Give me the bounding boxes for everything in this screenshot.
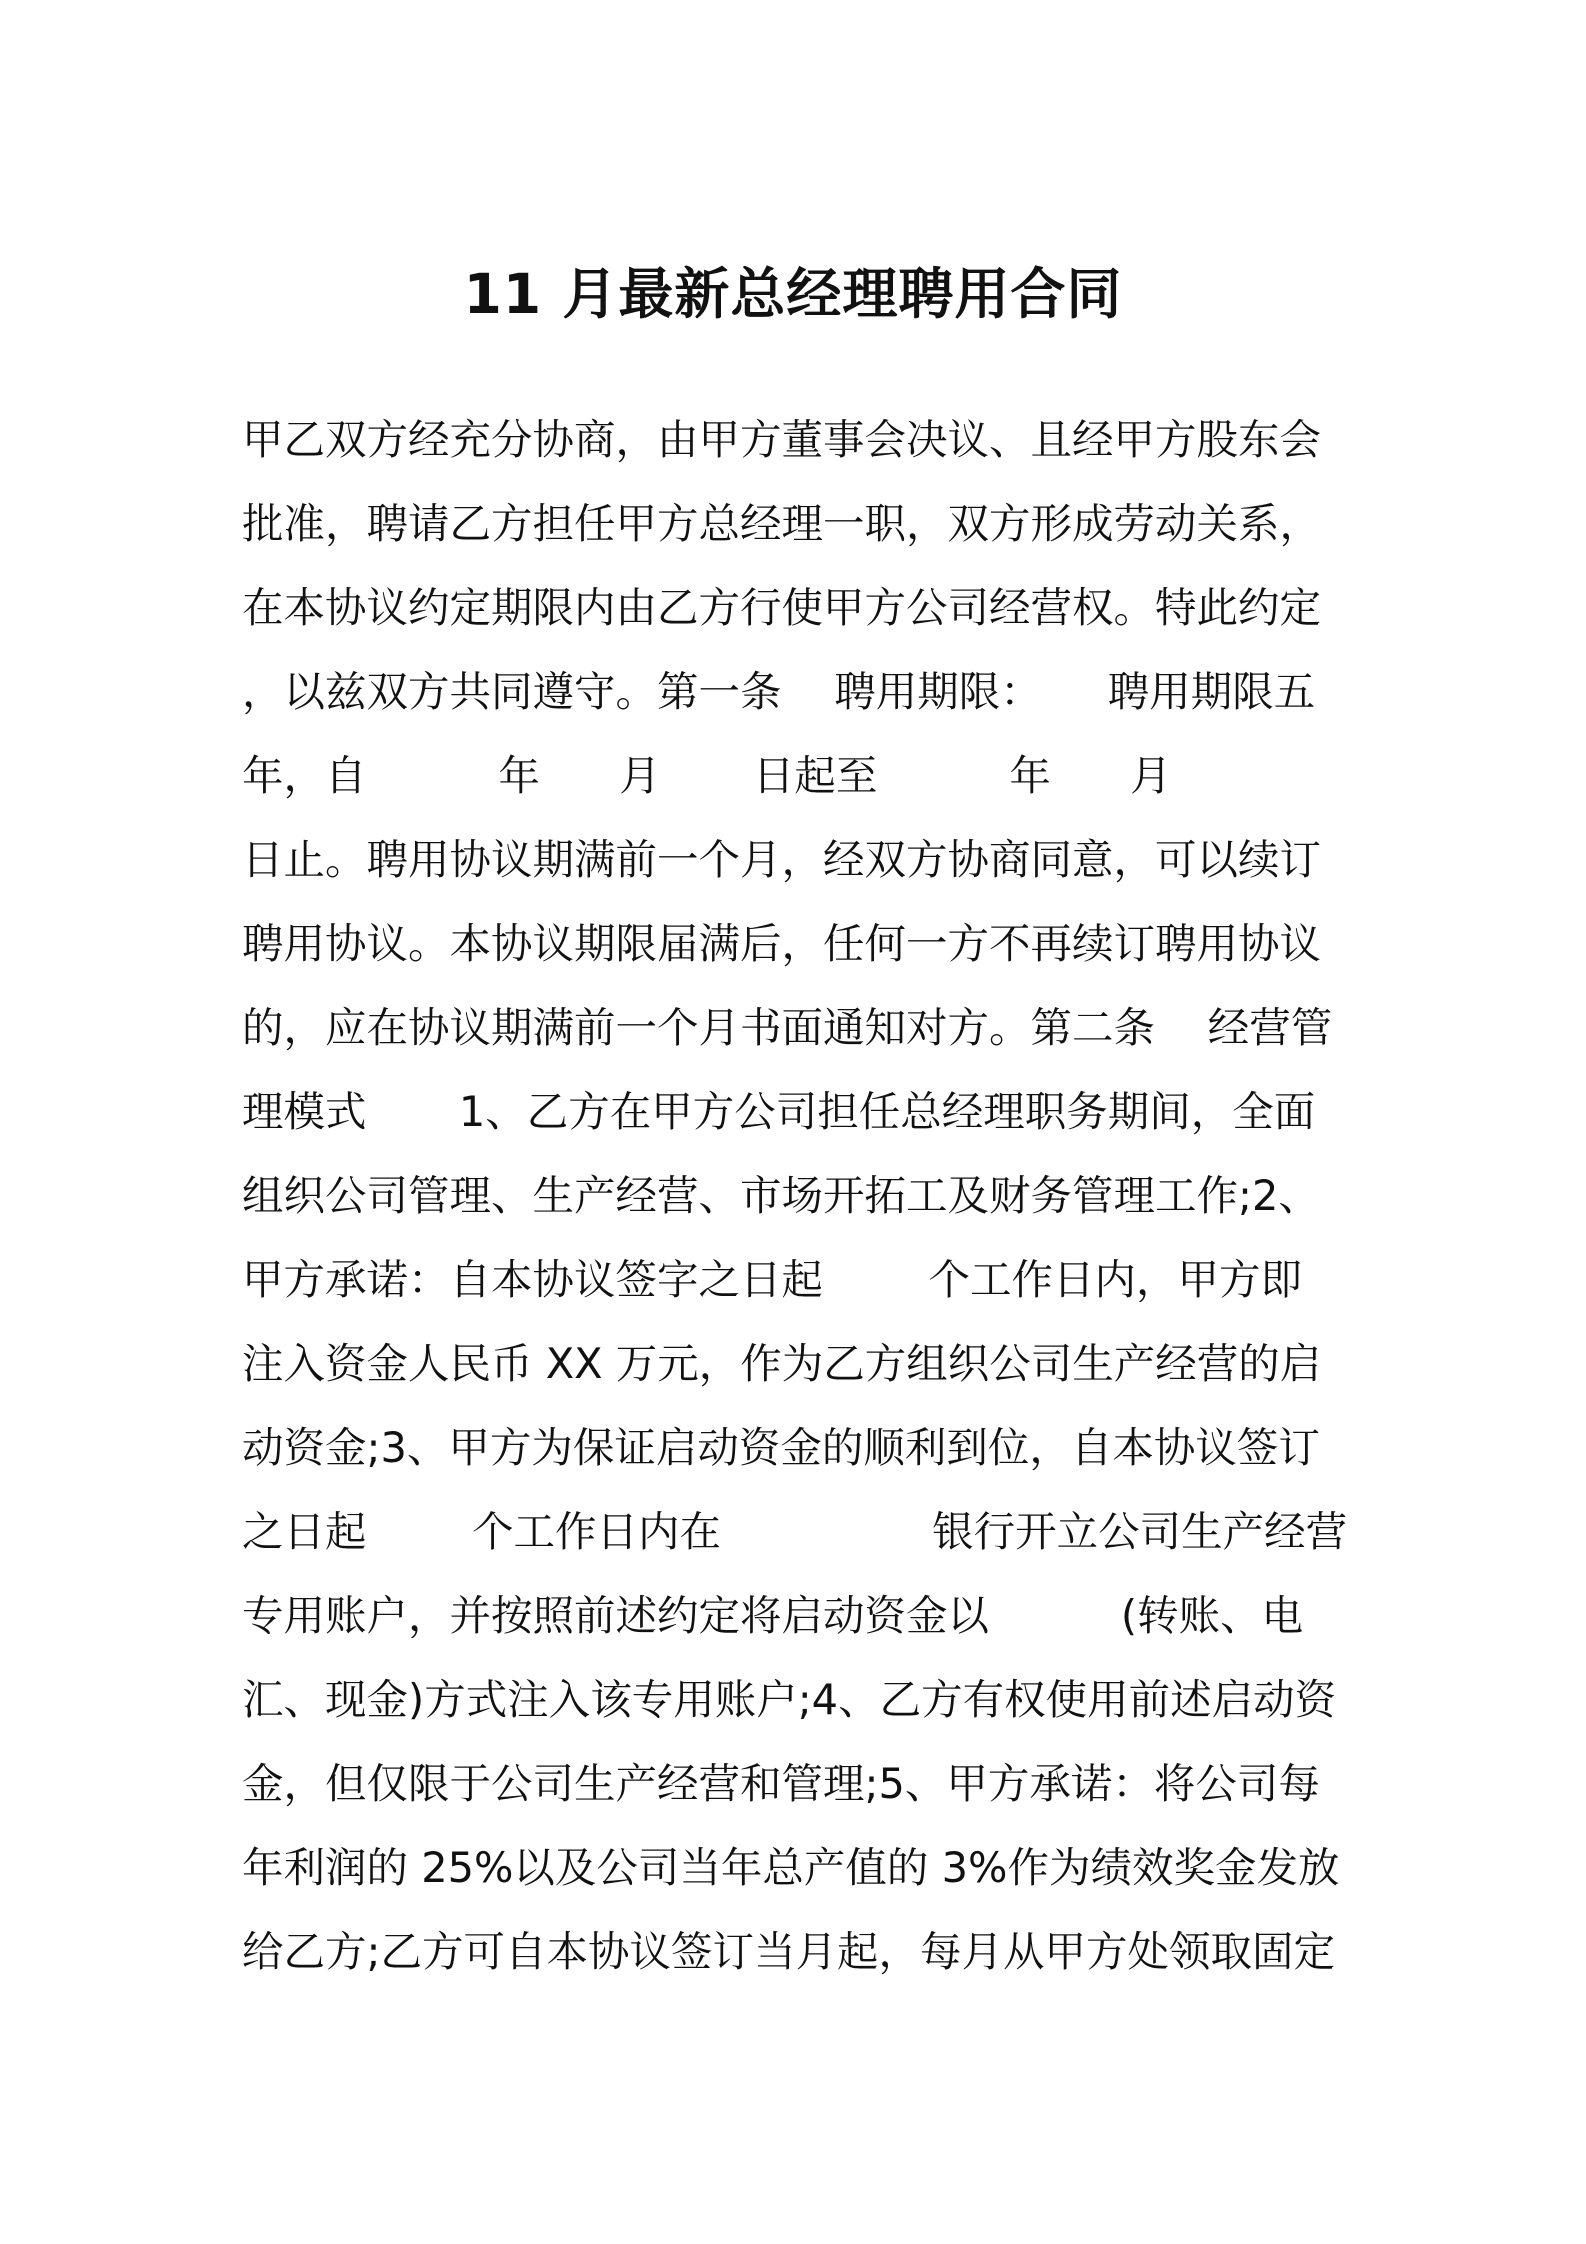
body-line: 甲方承诺：自本协议签字之日起 个工作日内，甲方即 [242, 1255, 1303, 1304]
body-line: 组织公司管理、生产经营、市场开拓工及财务管理工作;2、 [242, 1171, 1320, 1220]
body-line: ，以兹双方共同遵守。第一条 聘用期限： 聘用期限五 [242, 667, 1316, 716]
body-line: 批准，聘请乙方担任甲方总经理一职，双方形成劳动关系， [242, 499, 1322, 548]
body-line: 专用账户，并按照前述约定将启动资金以 (转账、电 [242, 1591, 1304, 1640]
body-line: 之日起 个工作日内在 银行开立公司生产经营 [242, 1507, 1348, 1556]
body-line: 年利润的 25%以及公司当年总产值的 3%作为绩效奖金发放 [242, 1843, 1340, 1892]
body-line: 的，应在协议期满前一个月书面通知对方。第二条 经营管 [242, 1003, 1333, 1052]
body-line: 理模式 1、乙方在甲方公司担任总经理职务期间，全面 [242, 1087, 1316, 1136]
document-title: 11 月最新总经理聘用合同 [463, 262, 1123, 326]
body-line: 日止。聘用协议期满前一个月，经双方协商同意，可以续订 [242, 835, 1322, 884]
body-line: 动资金;3、甲方为保证启动资金的顺利到位，自本协议签订 [242, 1423, 1320, 1472]
body-line: 注入资金人民币 XX 万元，作为乙方组织公司生产经营的启 [242, 1339, 1322, 1388]
body-line: 金，但仅限于公司生产经营和管理;5、甲方承诺：将公司每 [242, 1759, 1320, 1808]
body-line: 给乙方;乙方可自本协议签订当月起，每月从甲方处领取固定 [242, 1927, 1335, 1976]
body-line: 汇、现金)方式注入该专用账户;4、乙方有权使用前述启动资 [242, 1675, 1337, 1724]
body-line: 聘用协议。本协议期限届满后，任何一方不再续订聘用协议 [242, 919, 1322, 968]
body-line: 在本协议约定期限内由乙方行使甲方公司经营权。特此约定 [242, 583, 1322, 632]
body-line: 甲乙双方经充分协商，由甲方董事会决议、且经甲方股东会 [242, 415, 1322, 464]
body-line: 年，自 年 月 日起至 年 月 [242, 751, 1172, 800]
